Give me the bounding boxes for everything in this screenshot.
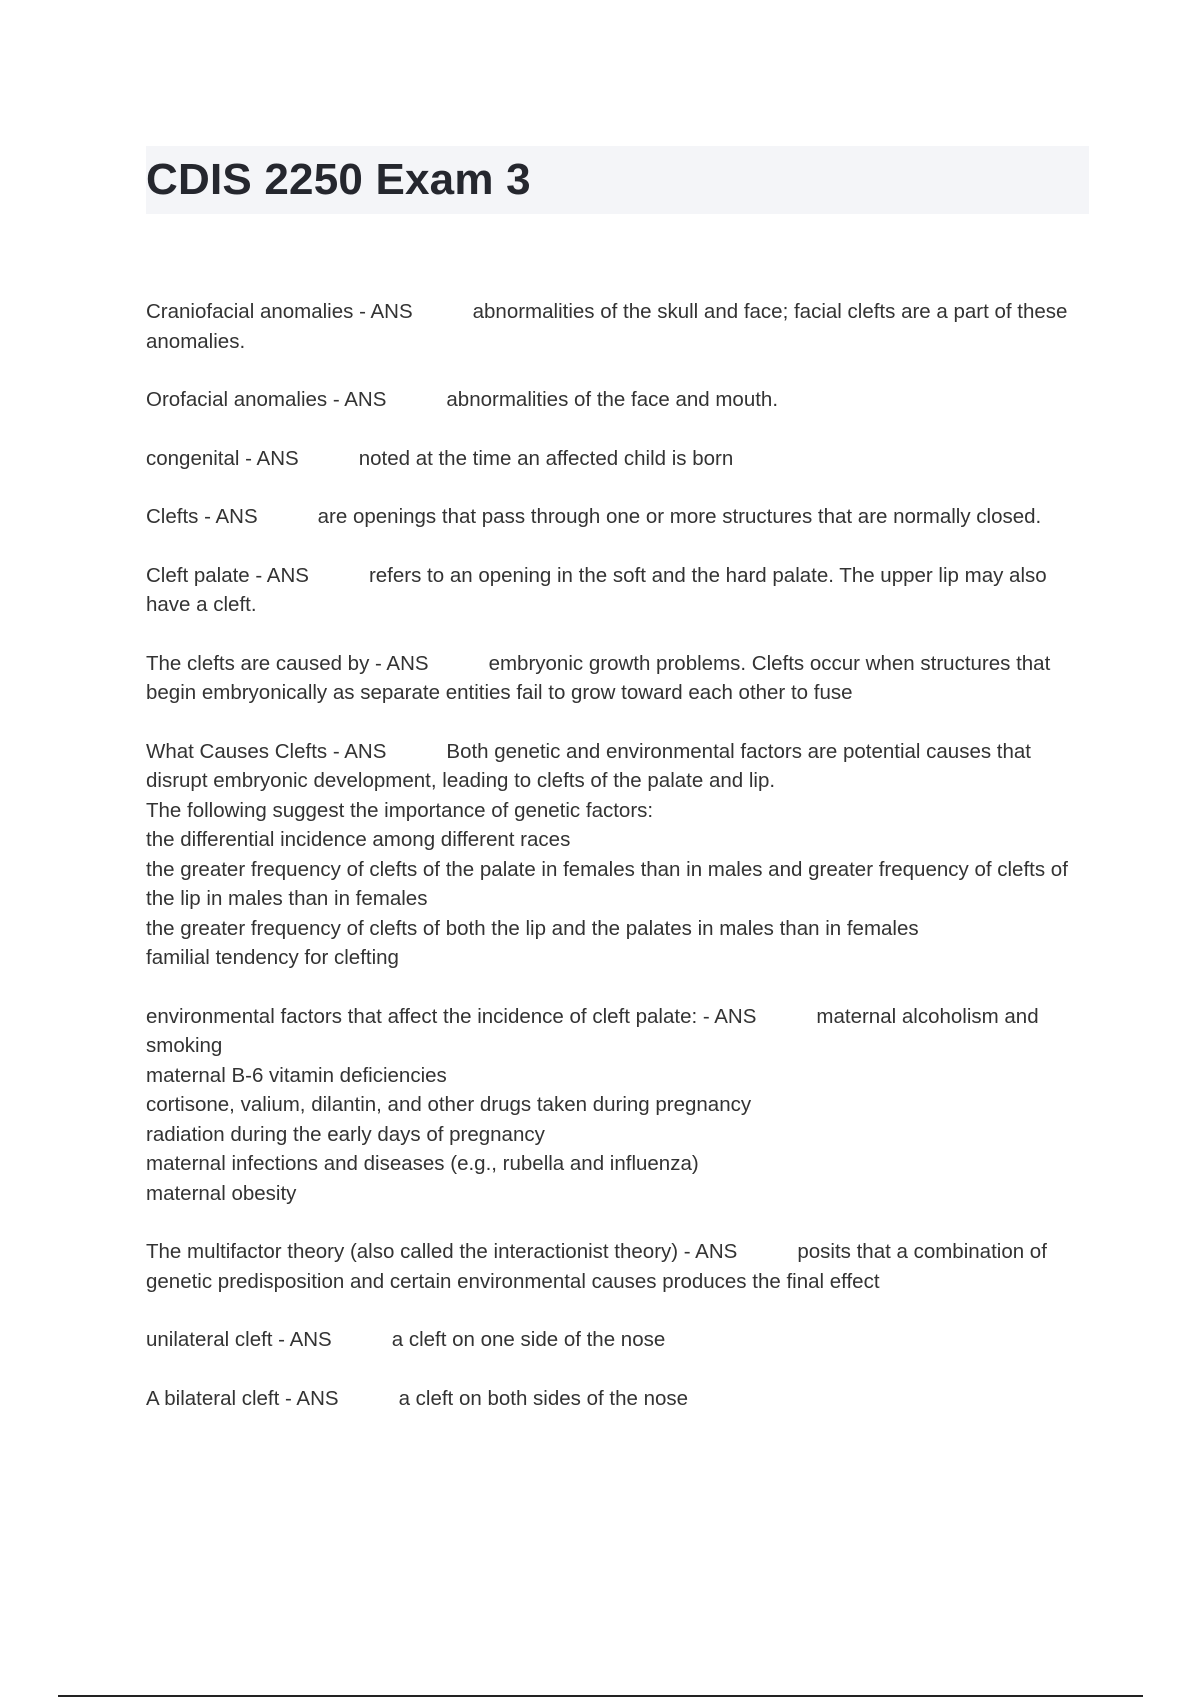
entry-term: Cleft palate - ANS — [146, 563, 309, 587]
entry-answer-line: the greater frequency of clefts of the palate in females than in males and greater frequency of clefts of the lip in males than in females — [146, 857, 1074, 910]
entry-answer: Both genetic and environmental factors are potential causes that disrupt embryonic development, leading to clefts of the palate and lip. — [146, 739, 1037, 792]
list-item — [146, 385, 1091, 415]
list-item — [146, 297, 1091, 356]
entry-answer-line: maternal infections and diseases (e.g., rubella and influenza) — [146, 1152, 699, 1175]
entry-term: Clefts - ANS — [146, 505, 258, 528]
document-title: CDIS 2250 Exam 3 — [146, 155, 531, 204]
list-item — [146, 1237, 1091, 1296]
list-item — [146, 1325, 1091, 1355]
entry-term: A bilateral cleft - ANS — [146, 1386, 339, 1410]
entry-term: The multifactor theory (also called the interactionist theory) - ANS — [146, 1240, 738, 1263]
entry-term: unilateral cleft - ANS — [146, 1328, 332, 1351]
entry-term: The clefts are caused by - ANS — [146, 651, 429, 675]
entry-answer: abnormalities of the face and mouth. — [446, 388, 779, 411]
entry-answer-line: The following suggest the importance of genetic factors: — [146, 798, 654, 822]
entry-term: Orofacial anomalies - ANS — [146, 388, 387, 411]
entry-answer: noted at the time an affected child is born — [358, 446, 734, 470]
flashcard-list — [146, 297, 1091, 1442]
page-divider — [58, 1695, 1143, 1697]
entry-answer-line: the differential incidence among different races — [146, 828, 571, 851]
entry-answer-line: maternal B-6 vitamin deficiencies — [146, 1063, 447, 1087]
entry-term: congenital - ANS — [146, 446, 299, 470]
list-item — [146, 502, 1091, 532]
list-item — [146, 649, 1091, 708]
entry-answer: abnormalities of the skull and face; facial clefts are a part of these anomalies. — [146, 300, 1074, 353]
list-item — [146, 1002, 1091, 1209]
entry-answer: embryonic growth problems. Clefts occur when structures that begin embryonically as separate entities fail to grow toward each other to fuse — [146, 651, 1056, 704]
list-item — [146, 737, 1091, 973]
entry-term: What Causes Clefts - ANS — [146, 739, 387, 763]
entry-answer: maternal alcoholism and smoking — [146, 1004, 1045, 1057]
entry-answer-line: maternal obesity — [146, 1181, 297, 1205]
list-item — [146, 444, 1091, 474]
entry-answer-line: radiation during the early days of pregnancy — [146, 1122, 545, 1146]
entry-answer: are openings that pass through one or more structures that are normally closed. — [317, 505, 1042, 528]
entry-answer-line: the greater frequency of clefts of both the lip and the palates in males than in females — [146, 916, 919, 940]
entry-answer: a cleft on one side of the nose — [391, 1328, 666, 1351]
entry-term: environmental factors that affect the incidence of cleft palate: - ANS — [146, 1004, 757, 1028]
entry-answer: posits that a combination of genetic predisposition and certain environmental causes produces the final effect — [146, 1240, 1053, 1293]
list-item — [146, 1384, 1091, 1414]
entry-answer: a cleft on both sides of the nose — [398, 1386, 689, 1410]
entry-answer-line: familial tendency for clefting — [146, 946, 399, 969]
entry-answer: refers to an opening in the soft and the hard palate. The upper lip may also have a cleft. — [146, 563, 1053, 616]
entry-term: Craniofacial anomalies - ANS — [146, 300, 413, 323]
list-item — [146, 561, 1091, 620]
entry-answer-line: cortisone, valium, dilantin, and other drugs taken during pregnancy — [146, 1093, 752, 1116]
